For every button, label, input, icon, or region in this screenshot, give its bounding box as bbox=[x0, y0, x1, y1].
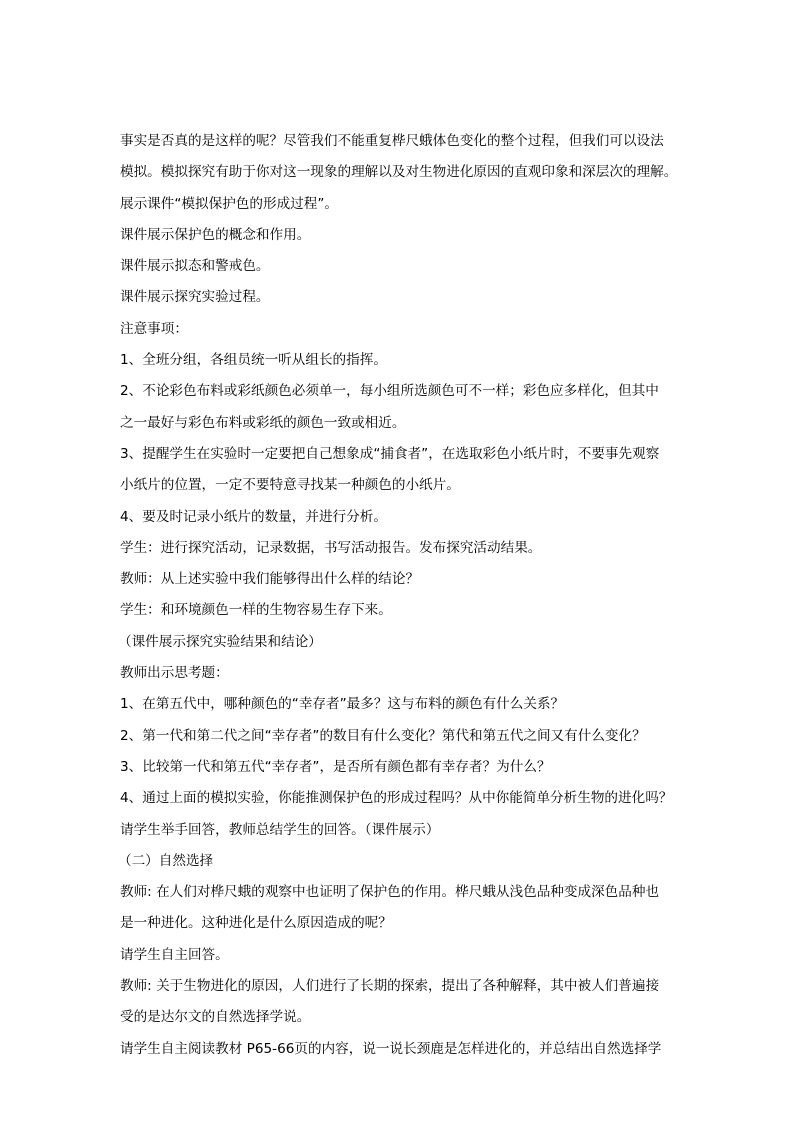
text-line: 4、要及时记录小纸片的数量，并进行分析。 bbox=[120, 508, 387, 525]
text-line: 是一种进化。这种进化是什么原因造成的呢？ bbox=[120, 915, 392, 932]
text-line: 受的是达尔文的自然选择学说。 bbox=[120, 1009, 311, 1026]
text-line: 课件展示探究实验过程。 bbox=[120, 289, 270, 306]
text-line: 2、不论彩色布料或彩纸颜色必须单一，每小组所选颜色可不一样；彩色应多样化，但其中 bbox=[120, 383, 659, 400]
text-line: 3、提醒学生在实验时一定要把自己想象成“捕食者”，在选取彩色小纸片时，不要事先观察 bbox=[120, 445, 660, 462]
text-line: 4、通过上面的模拟实验，你能推测保护色的形成过程吗？从中你能简单分析生物的进化吗？ bbox=[120, 790, 673, 807]
text-line: 课件展示拟态和警戒色。 bbox=[120, 258, 270, 275]
text-line: 教师出示思考题： bbox=[120, 665, 229, 682]
text-line: 3、比较第一代和第五代“幸存者”，是否所有颜色都有幸存者？为什么？ bbox=[120, 758, 551, 775]
document-body bbox=[120, 126, 680, 1065]
text-line: 教师: 在人们对桦尺蛾的观察中也证明了保护色的作用。桦尺蛾从浅色品种变成深色品种也 bbox=[120, 884, 660, 901]
text-line: 学生：和环境颜色一样的生物容易生存下来。 bbox=[120, 602, 392, 619]
text-line: 教师：从上述实验中我们能够得出什么样的结论？ bbox=[120, 571, 420, 588]
section-heading: （二）自然选择 bbox=[118, 852, 214, 869]
text-line: 1、全班分组，各组员统一听从组长的指挥。 bbox=[120, 352, 387, 369]
text-line: 1、在第五代中，哪种颜色的“幸存者”最多？这与布料的颜色有什么关系？ bbox=[120, 696, 565, 713]
text-line: 学生：进行探究活动，记录数据，书写活动报告。发布探究活动结果。 bbox=[120, 539, 542, 556]
text-line: 请学生自主阅读教材 P65-66页的内容，说一说长颈鹿是怎样进化的，并总结出自然选择学 bbox=[120, 1040, 662, 1057]
text-line: 之一最好与彩色布料或彩纸的颜色一致或相近。 bbox=[120, 414, 406, 431]
text-line: 请学生自主回答。 bbox=[120, 946, 229, 963]
text-line: 事实是否真的是这样的呢？尽管我们不能重复桦尺蛾体色变化的整个过程，但我们可以设法 bbox=[120, 133, 664, 149]
text-line: （课件展示探究实验结果和结论） bbox=[118, 633, 322, 650]
text-line: 课件展示保护色的概念和作用。 bbox=[120, 226, 311, 243]
text-line: 展示课件“模拟保护色的形成过程”。 bbox=[120, 195, 338, 212]
text-line: 注意事项： bbox=[120, 320, 188, 337]
text-line: 小纸片的位置，一定不要特意寻找某一种颜色的小纸片。 bbox=[120, 477, 460, 494]
text-line: 模拟。模拟探究有助于你对这一现象的理解以及对生物进化原因的直观印象和深层次的理解。 bbox=[120, 164, 678, 181]
text-line: 请学生举手回答，教师总结学生的回答。（课件展示） bbox=[120, 821, 440, 838]
text-line: 教师: 关于生物进化的原因，人们进行了长期的探索，提出了各种解释，其中被人们普遍接 bbox=[120, 978, 660, 995]
text-line: 2、第一代和第二代之间“幸存者”的数目有什么变化？第代和第五代之间又有什么变化？ bbox=[120, 727, 646, 744]
